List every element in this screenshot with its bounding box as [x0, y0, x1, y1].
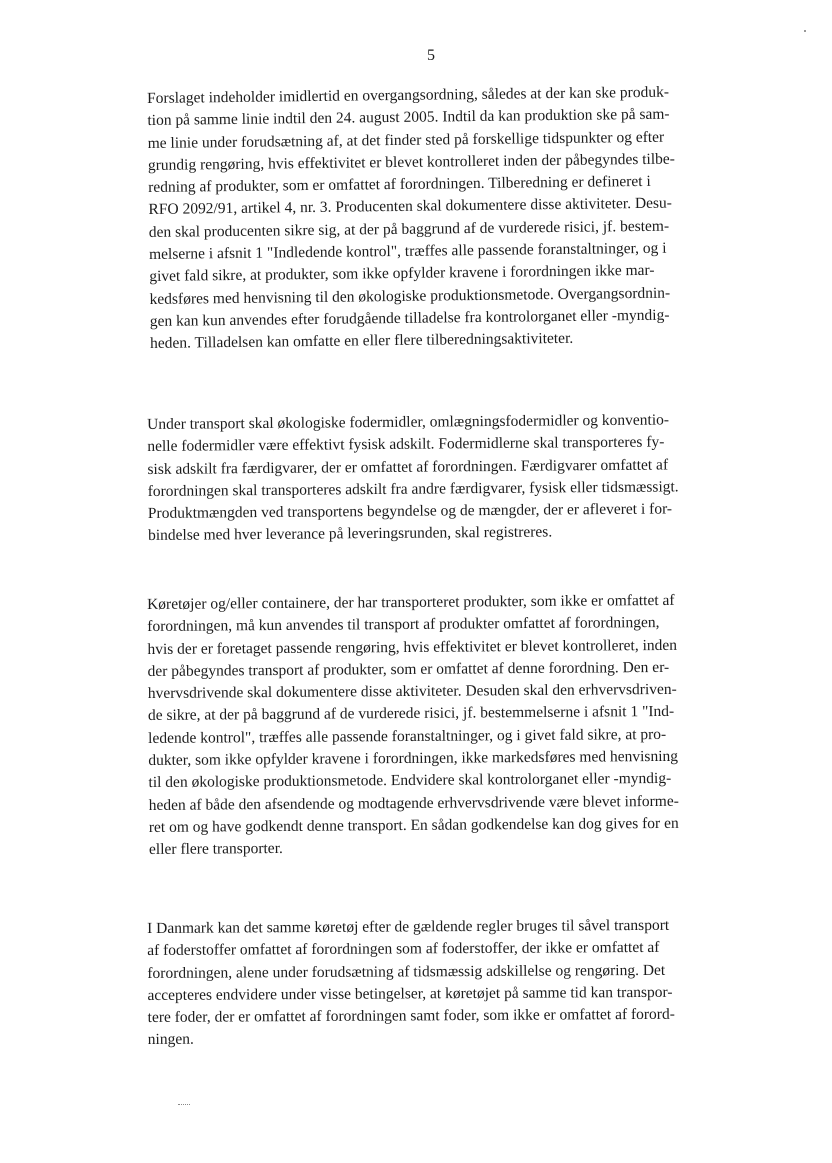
text-line: I Danmark kan det samme køretøj efter de gældende regler bruges til såvel transport: [147, 916, 670, 937]
text-line: Køretøjer og/eller containere, der har transporteret produkter, som ikke er omfattet af: [147, 591, 675, 613]
text-line: eller flere transporter.: [148, 840, 283, 859]
paragraph-transport-separation: [147, 409, 679, 547]
page-number: 5: [427, 47, 435, 64]
text-line: den skal producenten sikre sig, at der på baggrund af de vurderede risici, jf. bestem-: [148, 217, 670, 241]
text-line: ningen.: [147, 1031, 194, 1049]
paragraph-vehicles-containers: [147, 590, 679, 862]
text-line: til den økologiske produktionsmetode. Endvidere skal kontrolorganet eller -myndig-: [148, 770, 672, 792]
text-line: ret om og have godkendt denne transport. En sådan godkendelse kan dog gives for en: [148, 814, 679, 836]
text-line: tere foder, der er omfattet af forordningen samt foder, som ikke er omfattet af forord-: [147, 1005, 675, 1027]
text-line: bindelse med hver leverance på leveringsrunden, skal registreres.: [147, 523, 553, 545]
text-line: kedsføres med henvisning til den økologiske produktionsmetode. Overgangsordnin-: [149, 284, 671, 308]
text-line: forordningen, må kun anvendes til transport af produkter omfattet af forordningen,: [147, 614, 660, 636]
text-line: Produktmængden ved transportens begyndelse og de mængder, der er afleveret i for-: [147, 500, 673, 523]
text-line: redning af produkter, som er omfattet af forordningen. Tilberedning er defineret i: [148, 173, 651, 197]
text-line: me linie under forudsætning af, at det finder sted på forskellige tidspunkter og efter: [147, 128, 665, 152]
text-line: grundig rengøring, hvis effektivitet er blevet kontrolleret inden der påbegyndes tilbe-: [147, 150, 676, 174]
text-line: ledende kontrol", træffes alle passende foranstaltninger, og i givet fald sikre, at pro-: [148, 725, 667, 747]
scan-speck: [178, 1104, 190, 1107]
text-line: forordningen, alene under forudsætning af tidsmæssig adskillelse og rengøring. Det: [147, 961, 666, 982]
text-line: heden. Tilladelsen kan omfatte en eller flere tilberedningsaktiviteter.: [150, 330, 574, 353]
text-line: gen kan kun anvendes efter forudgående tilladelse fra kontrolorganet eller -myndig-: [149, 306, 670, 330]
text-line: heden af både den afsendende og modtagende erhvervsdrivende være blevet informe-: [148, 792, 679, 814]
paragraph-denmark-rules: [147, 915, 675, 1052]
text-line: forordningen skal transporteres adskilt fra andre færdigvarer, fysisk eller tidsmæssigt.: [147, 478, 679, 500]
text-line: hvervsdrivende skal dokumentere disse aktiviteter. Desuden skal den erhvervsdriven-: [147, 681, 677, 703]
text-line: de sikre, at der på baggrund af de vurderede risici, jf. bestemmelserne i afsnit 1 "Ind-: [147, 703, 675, 725]
text-line: accepteres endvidere under visse betingelser, at køretøjet på samme tid kan transpor-: [147, 983, 673, 1004]
text-line: Forslaget indeholder imidlertid en overgangsordning, således at der kan ske produk-: [147, 83, 670, 107]
text-line: givet fald sikre, at produkter, som ikke opfylder kravene i forordningen ikke mar-: [149, 262, 655, 286]
text-line: nelle fodermidler være effektivt fysisk adskilt. Fodermidlerne skal transporteres fy-: [147, 433, 665, 456]
paragraph-transition-arrangement: [147, 82, 677, 356]
text-line: af foderstoffer omfattet af forordningen som af foderstoffer, der ikke er omfattet af: [147, 939, 660, 960]
text-line: dukter, som ikke opfylder kravene i forordningen, ikke markedsføres med henvisning: [148, 747, 679, 770]
text-line: der påbegyndes transport af produkter, som er omfattet af denne forordning. Den er-: [147, 658, 670, 680]
text-line: melserne i afsnit 1 "Indledende kontrol", træffes alle passende foranstaltninger, og i: [148, 239, 667, 264]
text-line: RFO 2092/91, artikel 4, nr. 3. Producenten skal dokumentere disse aktiviteter. Desu-: [148, 195, 673, 219]
text-line: Under transport skal økologiske fodermidler, omlægningsfodermidler og konventio-: [147, 411, 670, 433]
text-line: tion på samme linie indtil den 24. august 2005. Indtil da kan produktion ske på sam-: [147, 105, 670, 130]
scan-speck: [804, 30, 806, 32]
text-line: sisk adskilt fra færdigvarer, der er omfattet af forordningen. Færdigvarer omfattet af: [147, 456, 669, 478]
text-line: hvis der er foretaget passende rengøring, hvis effektivitet er blevet kontrolleret, inden: [147, 636, 678, 658]
